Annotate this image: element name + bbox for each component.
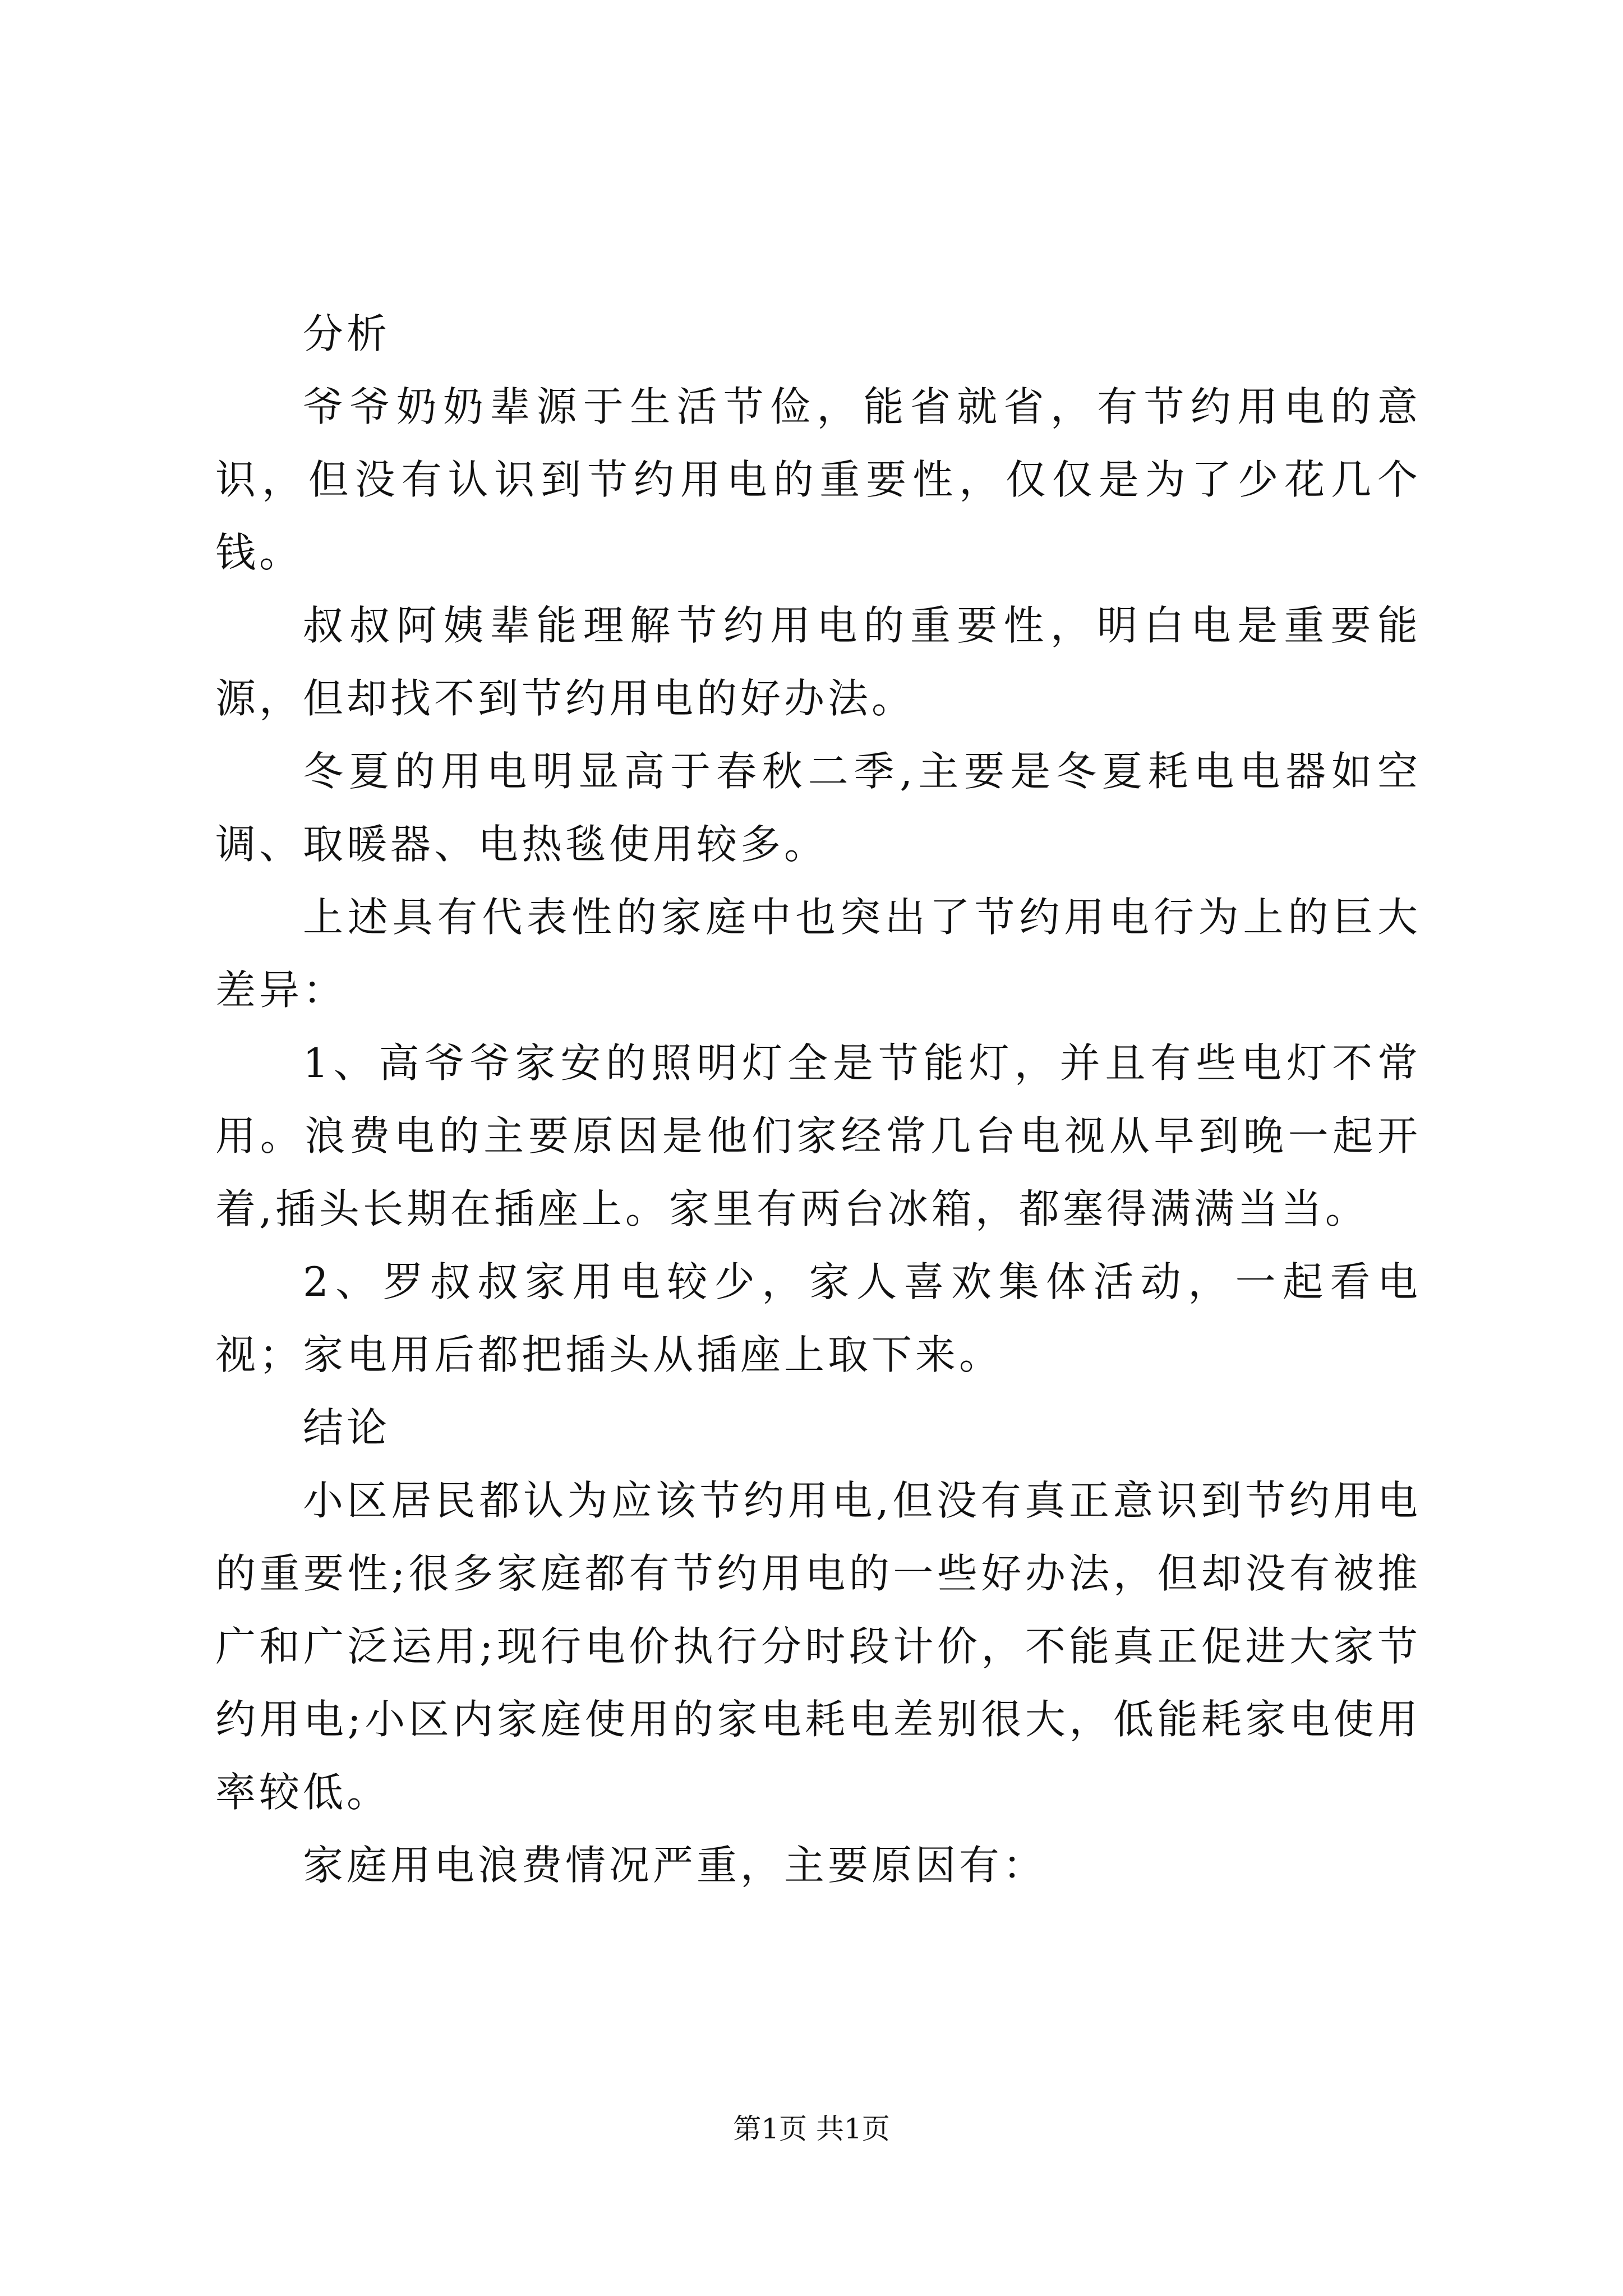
paragraph-uncles-aunts: 叔叔阿姨辈能理解节约用电的重要性，明白电是重要能源，但却找不到节约用电的好办法。 [215, 602, 1421, 722]
paragraph-conclusion: 小区居民都认为应该节约用电,但没有真正意识到节约用电的重要性;很多家庭都有节约用电的一些好办法，但却没有被推广和广泛运用;现行电价执行分时段计价，不能真正促进大家节约用电;小区内家庭使用的家电耗电差别很大，低能耗家电使用率较低。 [215, 1477, 1421, 1816]
paragraph-differences: 上述具有代表性的家庭中也突出了节约用电行为上的巨大差异： [215, 894, 1421, 1014]
page-footer: 第1页 共1页 [733, 2113, 890, 2145]
paragraph-item-2: 2、罗叔叔家用电较少，家人喜欢集体活动，一起看电视；家电用后都把插头从插座上取下来。 [215, 1258, 1421, 1378]
paragraph-grandparents: 爷爷奶奶辈源于生活节俭，能省就省，有节约用电的意识，但没有认识到节约用电的重要性，仅仅是为了少花几个钱。 [215, 383, 1421, 576]
paragraph-seasons: 冬夏的用电明显高于春秋二季,主要是冬夏耗电电器如空调、取暖器、电热毯使用较多。 [215, 748, 1421, 868]
paragraph-item-1: 1、高爷爷家安的照明灯全是节能灯，并且有些电灯不常用。浪费电的主要原因是他们家经常几台电视从早到晚一起开着,插头长期在插座上。家里有两台冰箱，都塞得满满当当。 [215, 1039, 1421, 1232]
document-body [215, 297, 1421, 1902]
heading-analysis: 分析 [303, 310, 391, 357]
heading-conclusion: 结论 [303, 1404, 391, 1451]
paragraph-waste-reasons: 家庭用电浪费情况严重，主要原因有： [303, 1842, 1047, 1889]
